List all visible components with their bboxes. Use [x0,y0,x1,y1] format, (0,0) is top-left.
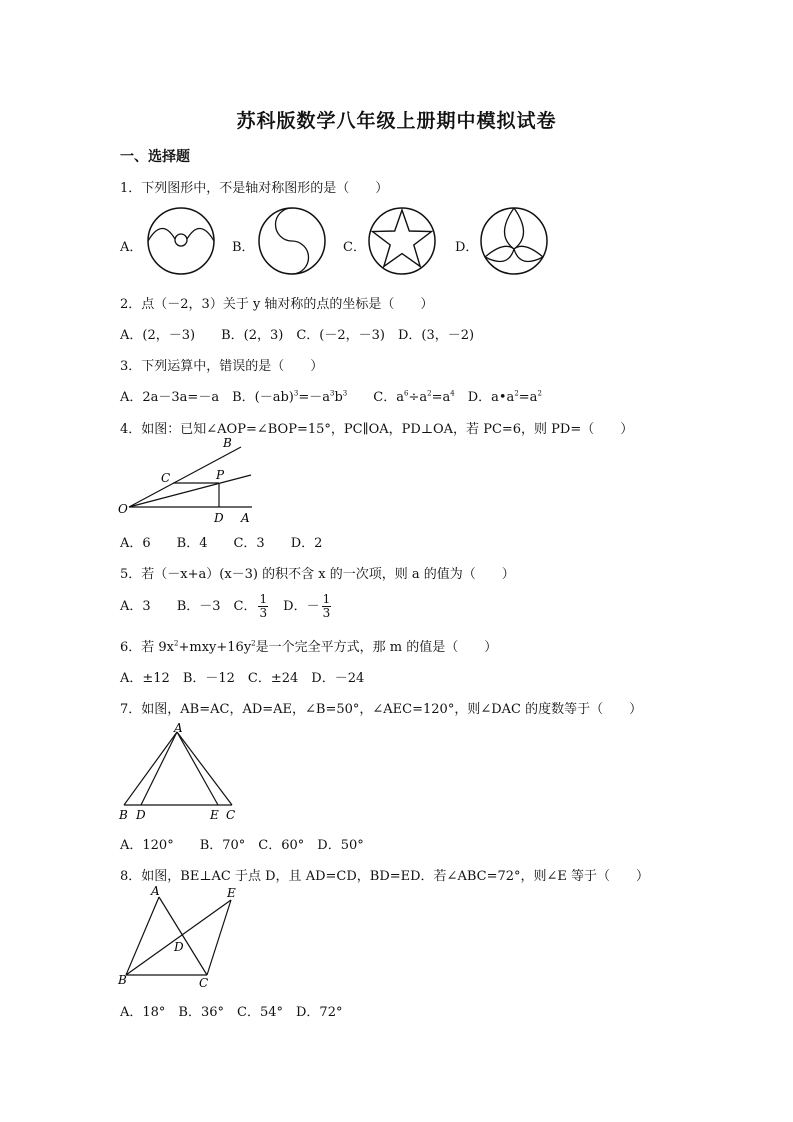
q4-label-b: B [223,436,232,450]
q1-option-c-label: C． [343,240,366,255]
question-7-options: A．120° B．70° C．60° D．50° [120,838,364,853]
q8-label-c: C [199,976,209,990]
q7-label-b: B [119,808,128,822]
question-3-stem: 3．下列运算中，错误的是（ ） [120,359,324,374]
q8-quadrilateral-figure [115,883,245,991]
q8-label-a: A [151,884,160,898]
q7-triangle-figure [115,722,245,822]
question-4-stem: 4．如图：已知∠AOP=∠BOP=15°，PC∥OA，PD⊥OA，若 PC=6，则 PD=（ ） [120,422,634,437]
q4-label-o: O [118,502,128,516]
q7-label-d: D [136,808,146,822]
question-5-options: A．3 B．－3 C． $\frac{1}{3}$ D．－ $\frac{1}{3}$ [120,592,331,620]
question-6-stem: 6．若 $9x^2+mxy+16y^2$是一个完全平方式，那 m 的值是（ ） [120,639,498,655]
question-6-options: A．±12 B．－12 C．±24 D．－24 [120,671,365,686]
q8-label-b: B [118,973,127,987]
question-4-options: A．6 B．4 C．3 D．2 [120,536,323,551]
circle-with-inner-arcs-icon [145,205,217,277]
q5-fraction-c: $\frac{1}{3}$ [259,592,268,620]
q5-fraction-d: $\frac{1}{3}$ [322,592,331,620]
question-2-options: A．(2，－3) B．(2，3) C．(－2，－3) D．(3，－2) [120,328,475,343]
question-8-options: A．18° B．36° C．54° D．72° [120,1005,343,1020]
q4-label-a: A [241,511,250,525]
q1-option-d-label: D． [455,240,479,255]
q4-label-d: D [214,511,224,525]
question-8-stem: 8．如图，BE⊥AC 于点 D，且 AD=CD，BD=ED．若∠ABC=72°，则∠E 等于（ ） [120,869,650,884]
q4-angle-figure [115,435,260,527]
q4-label-c: C [161,471,171,485]
q7-label-c: C [226,808,236,822]
q7-label-a: A [174,722,183,735]
question-2-stem: 2．点（－2，3）关于 y 轴对称的点的坐标是（ ） [120,297,434,312]
star-in-circle-icon [366,205,438,277]
page-title: 苏科版数学八年级上册期中模拟试卷 [236,110,557,132]
q8-label-d: D [174,940,184,954]
q4-label-p: P [216,468,225,482]
three-petal-circle-icon [478,205,550,277]
question-3-options: A．2a－3a=－a B．$(-ab)^3=-a^3b^3$ C．$a^6\div a^2=a^4$ D．$a•a^2=a^2$ [120,389,542,405]
section-heading: 一、选择题 [120,149,190,165]
q8-label-e: E [227,886,236,900]
q7-label-e: E [210,808,219,822]
q1-option-a-label: A． [120,240,143,255]
q1-option-b-label: B． [232,240,255,255]
question-5-stem: 5．若（－x+a）(x－3) 的积不含 x 的一次项，则 a 的值为（ ） [120,567,515,582]
question-1-stem: 1．下列图形中，不是轴对称图形的是（ ） [120,181,389,196]
yin-yang-icon [256,205,328,277]
question-7-stem: 7．如图，AB=AC，AD=AE，∠B=50°，∠AEC=120°，则∠DAC 的度数等于（ ） [120,702,643,717]
